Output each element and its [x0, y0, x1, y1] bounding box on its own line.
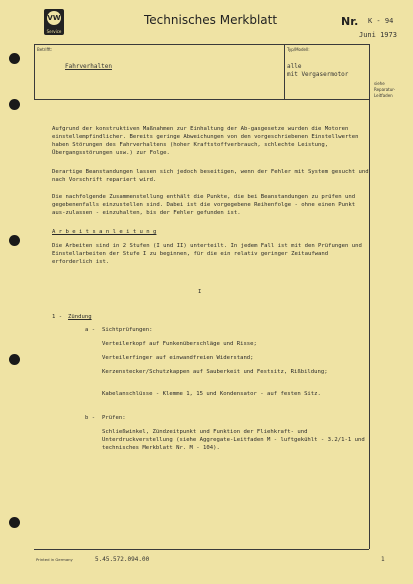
box-right-line [369, 44, 370, 100]
subject-value: Fahrverhalten [65, 63, 112, 70]
side-note-line: siehe [374, 81, 385, 86]
punch-hole [9, 235, 20, 246]
footer-code: 5.45.572.094.00 [95, 556, 150, 563]
stage-numeral: I [198, 289, 202, 295]
punch-hole [9, 99, 20, 110]
check-item: Kabelanschlüsse - Klemme 1, 15 und Kondensator - auf festen Sitz. [102, 391, 321, 397]
section-heading: A r b e i t s a n l e i t u n g [52, 229, 157, 235]
subject-label: Betrifft: [37, 47, 53, 52]
item-number: 1 - [52, 314, 63, 320]
printed-note: Printed in Germany [36, 557, 73, 562]
vw-logo [44, 9, 64, 35]
sub-a-label: a - [85, 327, 96, 333]
number-value: K - 94 [368, 17, 394, 25]
second-paragraph: Derartige Beanstandungen lassen sich jedoch beseitigen, wenn der Fehler mit System gesucht und nach Vorschrift repariert wird. [52, 169, 369, 183]
model-line-2: mit Vergasermotor [287, 71, 349, 78]
section-paragraph: Die Arbeiten sind in 2 Stufen (I und II) unterteilt. In jedem Fall ist mit den Prüfungen und Einstellarbeiten der Stufe I zu beginnen, für die ein relativ geringer Zeitaufwand erforderlich ist. [52, 243, 362, 265]
punch-hole [9, 517, 20, 528]
box-top-line [34, 44, 369, 45]
side-note-line: Reparatur- [374, 87, 396, 92]
document-title: Technisches Merkblatt [144, 13, 278, 27]
page-number: 1 [381, 556, 385, 563]
check-item: Verteilerfinger auf einwandfreien Widerstand; [102, 355, 254, 361]
box-bottom-line [34, 99, 369, 100]
margin-line [369, 99, 370, 549]
document-date: Juni 1973 [359, 31, 397, 39]
model-line-1: alle [287, 63, 302, 70]
sub-b-text: Schließwinkel, Zündzeitpunkt und Funktion der Fliehkraft- und Unterdruckverstellung (siehe Aggregate-Leitfaden M - luftgekühlt - 3.2/1-1 und technisches Merkblatt Nr. M - 104). [102, 429, 365, 451]
punch-hole [9, 53, 20, 64]
logo-letters: VW [47, 14, 61, 22]
side-note-line: Leitfaden [374, 93, 393, 98]
third-paragraph: Die nachfolgende Zusammenstellung enthält die Punkte, die bei Beanstandungen zu prüfen und gegebenenfalls einzustellen sind. Dabei ist die vorgegebene Reihenfolge - ohne einen Punkt aus-zulassen - einzuhalten, bis der Fehler gefunden ist. [52, 194, 356, 216]
footer-line [34, 549, 369, 550]
intro-paragraph: Aufgrund der konstruktiven Maßnahmen zur Einhaltung der Ab-gasgesetze wurden die Motoren einstellempfindlicher. Bereits geringe Abweichungen von den vorgeschriebenen Einstellwerten haben Störungen des Fahrverhaltens (hoher Kraftstoffverbrauch, schlechte Leistung, Übergangsstörungen usw.) zur Folge. [52, 126, 359, 156]
number-label: Nr. [341, 15, 359, 28]
sub-a-title: Sichtprüfungen: [102, 327, 153, 333]
box-left-line [34, 44, 35, 100]
item-title: Zündung [68, 314, 92, 320]
sub-b-title: Prüfen: [102, 415, 126, 421]
sub-b-label: b - [85, 415, 96, 421]
model-label: Typ/Modell: [287, 47, 310, 52]
check-item: Kerzenstecker/Schutzkappen auf Sauberkeit und Festsitz, Rißbildung; [102, 369, 328, 375]
check-item: Verteilerkopf auf Funkenüberschläge und Risse; [102, 341, 257, 347]
side-note [374, 81, 395, 99]
punch-hole [9, 354, 20, 365]
logo-word: Service [46, 29, 62, 34]
box-divider-line [284, 44, 285, 100]
